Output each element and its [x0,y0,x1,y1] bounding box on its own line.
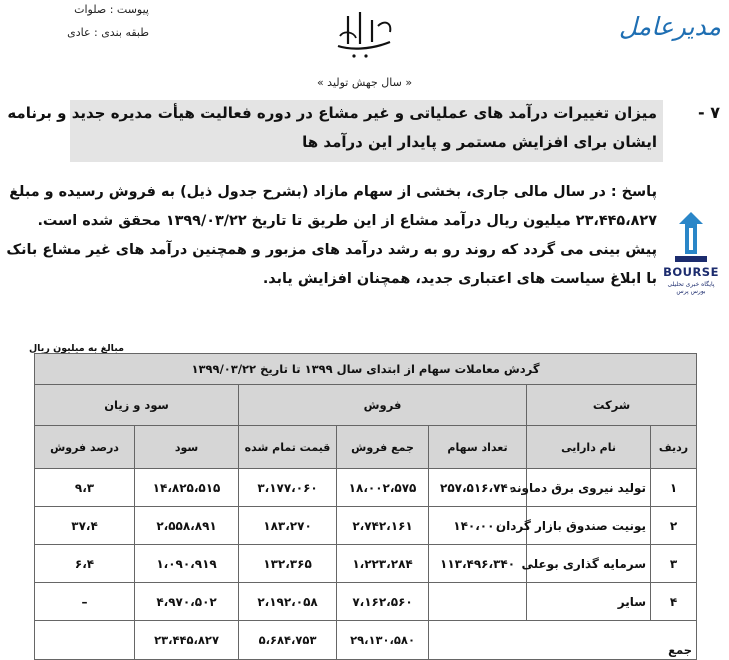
group-company-header: شرکت [527,385,697,426]
total-row [35,621,697,660]
calligraphy-icon [330,6,400,64]
profit-cell: ۱،۰۹۰،۹۱۹ [135,545,239,583]
total-label: جمع [429,621,697,660]
asset-name-cell: سرمایه گذاری بوعلی [527,545,651,583]
column-header-cost-price: قیمت تمام شده [239,426,337,469]
answer-text-line: ۲۳،۴۴۵،۸۲۷ میلیون ریال درآمد مشاع از این طریق تا تاریخ ۱۳۹۹/۰۳/۲۲ محقق شده است. [37,213,657,229]
units-caption: مبالغ به میلیون ریال [28,343,124,354]
column-header-sales-percent: درصد فروش [35,426,135,469]
shares-count-cell: ۱۱۳،۴۹۶،۳۴۰ [429,545,527,583]
attachment-label: پیوست : صلوات [74,3,149,16]
total-percent-cell [35,621,135,660]
ceo-signature: مدیرعامل [618,12,721,41]
table-row [35,583,697,621]
answer-text-line: با ابلاغ سیاست های اعتباری جدید، همچنان افزایش یابد. [262,271,657,287]
bourse-logo-icon [663,210,719,266]
sales-percent-cell: ۳۷،۴ [35,507,135,545]
bismillah-emblem [330,6,400,64]
cost-price-cell: ۲،۱۹۲،۰۵۸ [239,583,337,621]
cost-price-cell: ۱۳۲،۳۶۵ [239,545,337,583]
shares-count-cell [429,583,527,621]
year-slogan: « سال جهش تولید » [316,76,413,89]
question-number: ۷ - [698,103,720,122]
group-sales-header: فروش [239,385,527,426]
shares-count-cell: ۲۵۷،۵۱۶،۷۴۰ [429,469,527,507]
table-row [35,469,697,507]
sales-percent-cell: ۹،۳ [35,469,135,507]
table-row [35,545,697,583]
asset-name-cell: تولید نیروی برق دماوند [527,469,651,507]
column-header-shares-count: تعداد سهام [429,426,527,469]
column-header-total-sales: جمع فروش [337,426,429,469]
asset-name-cell: سایر [527,583,651,621]
shares-count-cell: ۱۴۰،۰۰۰ [429,507,527,545]
classification-label: طبقه بندی : عادی [67,26,149,39]
total-profit-sum-cell: ۲۳،۴۴۵،۸۲۷ [135,621,239,660]
total-sales-cell: ۱۸،۰۰۲،۵۷۵ [337,469,429,507]
row-number-cell: ۱ [651,469,697,507]
row-number-cell: ۴ [651,583,697,621]
column-header-asset-name: نام دارایی [527,426,651,469]
row-number-cell: ۲ [651,507,697,545]
total-sales-cell: ۷،۱۶۲،۵۶۰ [337,583,429,621]
profit-cell: ۴،۹۷۰،۵۰۲ [135,583,239,621]
asset-name-cell: یونیت صندوق بازار گردان [527,507,651,545]
table-title: گردش معاملات سهام از ابتدای سال ۱۳۹۹ تا تاریخ ۱۳۹۹/۰۳/۲۲ [35,354,697,385]
bourse-logo-tagline: پایگاه خبری تحلیلی بورس پرس [667,281,715,295]
column-header-profit: سود [135,426,239,469]
answer-text-line: پاسخ : در سال مالی جاری، بخشی از سهام مازاد (بشرح جدول ذیل) به فروش رسیده و مبلغ [9,184,657,200]
profit-cell: ۱۴،۸۲۵،۵۱۵ [135,469,239,507]
group-profit-loss-header: سود و زیان [35,385,239,426]
total-sales-cell: ۲،۷۴۲،۱۶۱ [337,507,429,545]
cost-price-cell: ۳،۱۷۷،۰۶۰ [239,469,337,507]
question-text-line: ایشان برای افزایش مستمر و پایدار این درآمد ها [302,133,657,151]
total-sales-cell: ۱،۲۲۳،۲۸۴ [337,545,429,583]
bourse-logo-word: BOURSE [663,265,719,279]
sales-percent-cell: – [35,583,135,621]
table-row [35,507,697,545]
column-header-row-no: ردیف [651,426,697,469]
row-number-cell: ۳ [651,545,697,583]
total-sales-sum-cell: ۲۹،۱۳۰،۵۸۰ [337,621,429,660]
cost-price-cell: ۱۸۳،۲۷۰ [239,507,337,545]
answer-text-line: پیش بینی می گردد که روند رو به رشد درآمد های مزبور و همچنین درآمد های غیر مشاع بانک [6,242,657,258]
sales-percent-cell: ۶،۴ [35,545,135,583]
share-trades-table [34,353,697,660]
total-cost-sum-cell: ۵،۶۸۴،۷۵۳ [239,621,337,660]
question-text-line: میزان تغییرات درآمد های عملیاتی و غیر مشاع در دوره فعالیت هیأت مدیره جدید و برنامه [7,104,657,122]
profit-cell: ۲،۵۵۸،۸۹۱ [135,507,239,545]
